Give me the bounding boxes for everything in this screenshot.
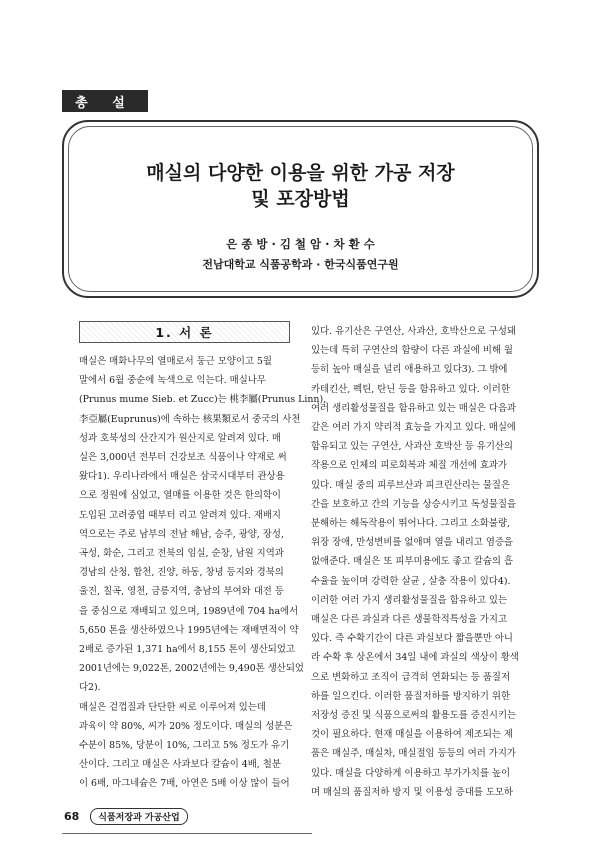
body-text-line: 하를 일으킨다. 이러한 품질저하를 방지하기 위한 — [311, 690, 511, 702]
title-line-2: 및 포장방법 — [251, 188, 350, 210]
body-text-line: 저장성 증진 및 식품으로써의 활용도를 증진시키는 — [311, 710, 517, 722]
body-text-line: 수율을 높이며 강력한 살균 , 살충 작용이 있다4). — [311, 575, 511, 587]
body-text-line: 매실은 다른 과실과 다른 생물학적특성을 가지고 — [311, 614, 508, 626]
body-text-line: 성과 호북성의 산간지가 원산지로 알려져 있다. 매 — [79, 432, 281, 444]
body-text-line: 5,650 톤을 생산하였으나 1995년에는 재배면적이 약 — [79, 624, 299, 636]
body-text-line: 매실은 매화나무의 열매로서 둥근 모양이고 5월 — [79, 356, 272, 367]
body-text-line: 작용으로 인체의 피로회복과 체질 개선에 효과가 — [311, 460, 508, 472]
body-text-line: 을 중심으로 재배되고 있으며, 1989년에 704 ha에서 — [79, 605, 299, 617]
body-text-line: 분해하는 해독작용이 뛰어나다. 그리고 소화불량, — [311, 518, 511, 530]
body-text-line: 으로 정원에 심었고, 열매를 이용한 것은 한의학이 — [79, 490, 281, 502]
body-text-line: 말에서 6월 중순에 녹색으로 익는다. 매실나무 — [79, 375, 266, 387]
body-text-line: 있다. 매실을 다양하게 이용하고 부가가치를 높이 — [311, 767, 511, 779]
body-text-line: 여러 생리활성물질을 함유하고 있는 매실은 다음과 — [311, 402, 517, 414]
body-text-line: (Prunus mume Sieb. et Zucc)는 桃李屬(Prunus Linn), — [79, 394, 327, 406]
body-text-line: 경남의 산청, 합천, 진양, 하동, 창녕 등지와 경북의 — [79, 567, 284, 579]
body-text-line: 있다. 유기산은 구연산, 사과산, 호박산으로 구성돼 — [311, 326, 516, 337]
body-text-line: 없애준다. 매실은 또 피부미용에도 좋고 칼슘의 흡 — [311, 556, 513, 568]
footer-rule — [62, 833, 312, 834]
category-tag: 총 설 — [62, 90, 148, 112]
body-text-line: 같은 여러 가지 약리적 효능을 가지고 있다. 매실에 — [311, 422, 516, 434]
body-text-line: 품은 매실주, 매실차, 매실절임 등등의 여러 가지가 — [311, 748, 516, 760]
body-text-line: 도입된 고려중엽 때부터 리고 알려져 있다. 재배지 — [79, 509, 281, 521]
body-text-line: 왔다1). 우리나라에서 매실은 삼국시대부터 관상용 — [79, 471, 285, 483]
journal-name: 식품저장과 가공산업 — [90, 808, 188, 825]
title-line-1: 매실의 다양한 이용을 위한 가공 저장 — [146, 162, 455, 184]
body-text-line: 위장 장애, 만성변비를 없애며 열을 내리고 염증을 — [311, 537, 513, 549]
body-text-line: 2001년에는 9,022톤, 2002년에는 9,490톤 생산되었 — [79, 663, 304, 675]
body-text-line: 으로 변화하고 조직이 급격히 연화되는 등 품질저 — [311, 671, 511, 683]
author-affiliation: 전남대학교 식품공학과 · 한국식품연구원 — [202, 258, 399, 271]
left-column-text — [79, 352, 327, 794]
body-text-line: 등히 높아 매실을 널리 애용하고 있다3). 그 밖에 — [311, 364, 508, 376]
body-text-line: 2배로 증가된 1,371 ha에서 8,155 톤이 생산되었고 — [79, 644, 295, 656]
right-column-text — [311, 322, 534, 802]
body-text-line: 있다. 매실 중의 피루브산과 피크린산리는 물질은 — [311, 479, 511, 491]
body-text-line: 실은 3,000년 전부터 건강보조 식품이나 약재로 써 — [79, 452, 287, 464]
body-text-line: 다2). — [79, 682, 101, 694]
body-text-line: 과육이 약 80%, 씨가 20% 정도이다. 매실의 성분은 — [79, 720, 293, 732]
body-text-line: 함유되고 있는 구연산, 사과산 호박산 등 유기산의 — [311, 441, 513, 453]
body-text-line: 이 6배, 마그네슘은 7배, 아연은 5배 이상 많이 들어 — [79, 778, 290, 790]
body-text-line: 이러한 여러 가지 생리활성물질을 함유하고 있는 — [311, 594, 508, 606]
body-text-line: 역으로는 주로 남부의 전남 해남, 승주, 광양, 장성, — [79, 528, 284, 540]
body-text-line: 울진, 칠곡, 영천, 금릉지역, 충남의 부여와 대전 등 — [79, 586, 284, 598]
body-text-line: 며 매실의 품질저하 방지 및 이용성 증대를 도모하 — [311, 786, 513, 798]
page-number: 68 — [64, 810, 80, 823]
section-heading-introduction: 1. 서 론 — [79, 321, 290, 343]
body-text-line: 있는데 특히 구연산의 함량이 다른 과실에 비해 월 — [311, 345, 513, 357]
body-text-line: 곡성, 화순, 그리고 전북의 임실, 순창, 남원 지역과 — [79, 548, 284, 560]
body-text-line: 카테킨산, 펙틴, 탄닌 등을 함유하고 있다. 이러한 — [311, 383, 510, 395]
author-list: 은 종 방 · 김 철 암 · 차 환 수 — [226, 237, 375, 251]
body-text-line: 간을 보호하고 간의 기능을 상승시키고 독성물질을 — [311, 498, 517, 510]
body-text-line: 것이 필요하다. 현재 매실을 이용하여 제조되는 제 — [311, 729, 513, 741]
body-text-line: 있다. 즉 수확기간이 다른 과실보다 짧을뿐만 아니 — [311, 633, 513, 645]
body-text-line: 수분이 85%, 당분이 10%, 그리고 5% 정도가 유기 — [79, 740, 290, 752]
article-title — [62, 160, 539, 212]
body-text-line: 라 수확 후 상온에서 34일 내에 과실의 색상이 황색 — [311, 652, 519, 664]
body-text-line: 산이다. 그리고 매실은 사과보다 칼슘이 4배, 철분 — [79, 759, 281, 771]
body-text-line: 李亞屬(Euprunus)에 속하는 核果類로서 중국의 사천 — [79, 413, 301, 425]
body-text-line: 매실은 겉껍질과 단단한 씨로 이루어져 있는데 — [79, 701, 266, 713]
